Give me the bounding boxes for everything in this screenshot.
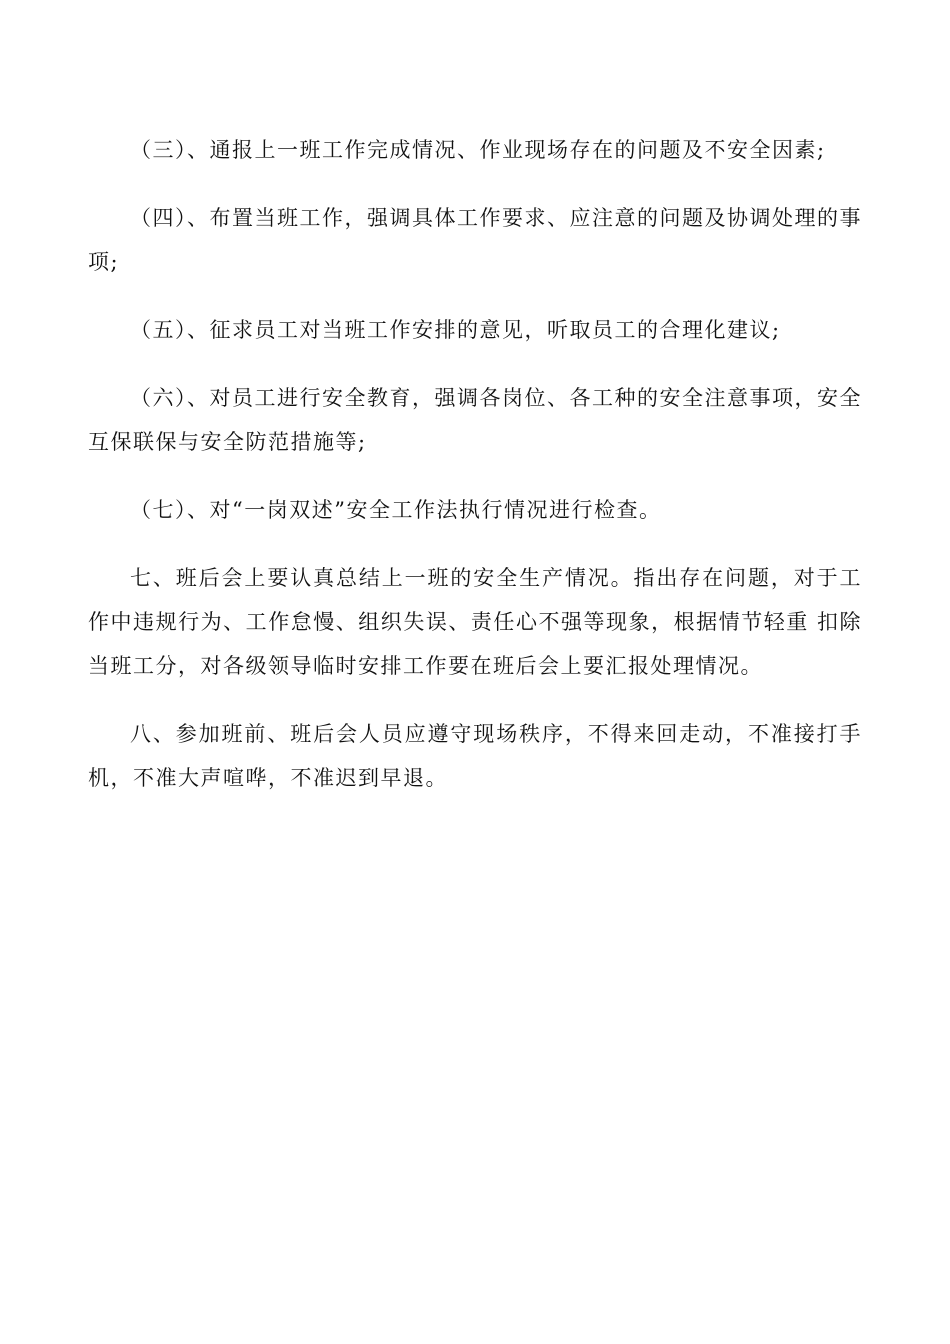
paragraph-item-6: （六）、对员工进行安全教育，强调各岗位、各工种的安全注意事项，安全互保联保与安全防范措施等;	[88, 386, 862, 454]
paragraph-item-5: （五）、征求员工对当班工作安排的意见，听取员工的合理化建议;	[130, 318, 781, 342]
paragraph-item-3: （三）、通报上一班工作完成情况、作业现场存在的问题及不安全因素;	[130, 138, 826, 162]
paragraph-item-7: （七）、对“一岗双述”安全工作法执行情况进行检查。	[130, 498, 662, 522]
document-body	[88, 128, 862, 824]
paragraph-section-7: 七、班后会上要认真总结上一班的安全生产情况。指出存在问题，对于工作中违规行为、工作怠慢、组织失误、责任心不强等现象，根据情节轻重 扣除当班工分，对各级领导临时安排工作要在班后会上要汇报处理情况。	[88, 566, 862, 678]
paragraph-section-8: 八、参加班前、班后会人员应遵守现场秩序，不得来回走动，不准接打手机，不准大声喧哗，不准迟到早退。	[88, 722, 862, 790]
paragraph-item-4: （四）、布置当班工作，强调具体工作要求、应注意的问题及协调处理的事项;	[88, 206, 862, 274]
